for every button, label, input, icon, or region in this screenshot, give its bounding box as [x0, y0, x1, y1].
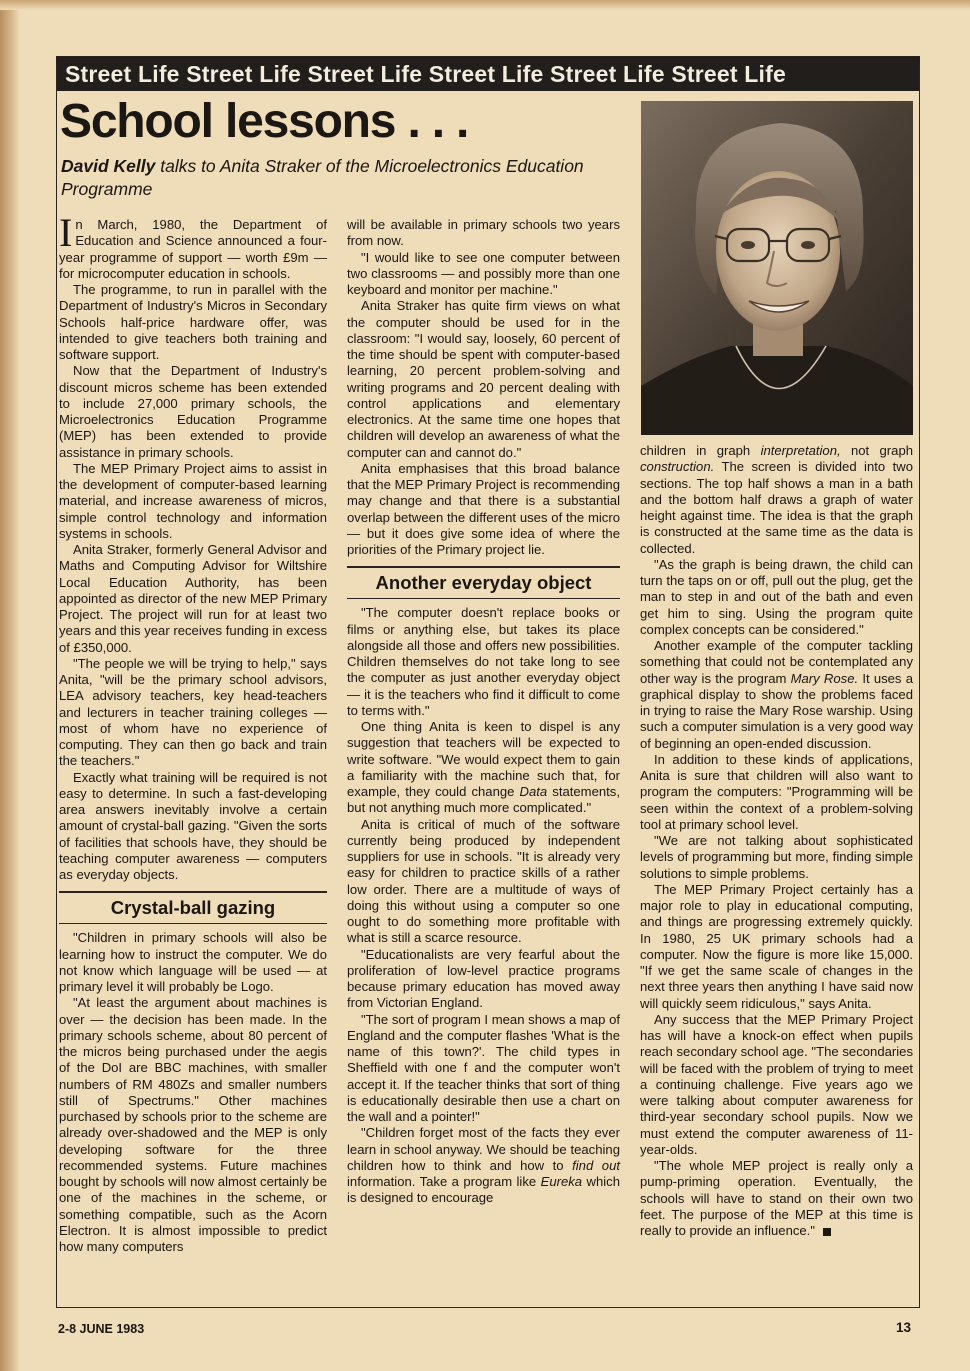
paragraph: Anita emphasises that this broad balance that the MEP Primary Project is recommending may change and that there is a substantial overlap between the different uses of the micro — but it does give some idea of where the priorities of the Primary project lie.	[347, 460, 620, 557]
paragraph: The MEP Primary Project certainly has a major role to play in educational computing, and things are progressing extremely quickly. In 1980, 25 UK primary schools had a computer. Now the figure is more like 15,000. "If we get the same scale of changes in the next three years then anything I have said now will quickly seem ridiculous," says Anita.	[640, 881, 913, 1011]
subhead-everyday-object: Another everyday object	[375, 571, 592, 593]
subhead-crystal-ball: Crystal-ball gazing	[110, 896, 276, 918]
page-top-edge	[0, 0, 970, 10]
article-frame	[56, 56, 920, 1308]
portrait-illustration	[641, 101, 913, 435]
headline: School lessons . . .	[60, 95, 469, 148]
paragraph: "The people we will be trying to help," says Anita, "will be the primary school advisors, LEA advisory teachers, key head-teachers and lecturers in teacher training colleges — most of whom have no experience of computing. They can then go back and train the teachers."	[59, 655, 327, 769]
subhead-block	[347, 566, 620, 599]
divider	[59, 891, 327, 893]
paragraph: Anita is critical of much of the software currently being produced by independent suppliers for use in schools. "It is already very easy for children to practice skills of a rather low order. There are a multitude of ways of doing this without using a computer so one ought to do something more profitable with what is still a scarce resource.	[347, 816, 620, 946]
paragraph: Anita Straker, formerly General Advisor and Maths and Computing Advisor for Wiltshire Local Education Authority, has been appointed as director of the new MEP Primary Project. The project will run for at least two years and this year receives funding in excess of £350,000.	[59, 542, 327, 655]
paragraph: "The computer doesn't replace books or films or anything else, but takes its place alongside all those and offers new possibilities. Children themselves do not take long to see the computer as just another everyday object — it is the teachers who find it difficult to come to terms with."	[347, 605, 620, 718]
issue-date: 2-8 JUNE 1983	[58, 1322, 145, 1336]
subhead-block	[59, 891, 327, 924]
page-number: 13	[896, 1320, 912, 1335]
paragraph: "The whole MEP project is really only a pump-priming operation. Eventually, the schools will have to stand on their own two feet. The purpose of the MEP at this time is really to provide an influence."	[640, 1158, 913, 1238]
paragraph: children in graph interpretation, not graph construction. The screen is divided into two sections. The top half shows a man in a bath and the bottom half draws a graph of water height against time. The idea is that the graph is constructed at the same time as the data is collected.	[640, 443, 914, 556]
paragraph: Anita Straker has quite firm views on what the computer should be used for in the classroom: "I would say, loosely, 60 percent of the time should be spent with computer-based learning, 20 percent problem-solving and writing programs and 20 percent dealing with control applications and elementary electronics. At the same time one hopes that children will develop an awareness of what the computer can and cannot do."	[347, 298, 620, 460]
paragraph: "We are not talking about sophisticated levels of programming but more, finding simple solutions to simple problems.	[640, 833, 913, 881]
paragraph: "I would like to see one computer between two classrooms — and possibly more than one keyboard and monitor per machine."	[347, 249, 620, 297]
paragraph: Any success that the MEP Primary Project has will have a knock-on effect when pupils reach secondary school age. "The secondaries will be faced with the problem of trying to meet a continuing challenge. Five years ago we were talking about computer awareness for third-year secondary school pupils. Now we must extend the computer awareness of 11-year-olds.	[640, 1011, 913, 1157]
paragraph: "At least the argument about machines is over — the decision has been made. In the primary schools scheme, about 80 percent of the micros being purchased under the aegis of the DoI are BBC machines, with smaller numbers of RM 480Zs and smaller numbers still of Spectrums." Other machines purchased by schools prior to the scheme are already over-shadowed and the MEP is only developing software for the three recommended systems. Future machines bought by schools will now almost certainly be one of the machines in the scheme, or something compatible, such as the Acorn Electron. It is almost impossible to predict how many computers	[59, 995, 327, 1254]
author-name: David Kelly	[61, 156, 156, 176]
paragraph: The programme, to run in parallel with the Department of Industry's Micros in Secondary Schools half-price hardware offer, was intended to give teachers both training and software support.	[59, 282, 327, 362]
paragraph: "Children in primary schools will also be learning how to instruct the computer. We do not know which language will be used — at primary level it will probably be Logo.	[59, 930, 327, 994]
page-binding-edge	[0, 0, 20, 1371]
paragraph: The MEP Primary Project aims to assist in the development of computer-based learning material, and increase awareness of micros, simple control technology and information systems in schools.	[59, 460, 327, 541]
article-column-3	[640, 443, 913, 1239]
paragraph: Another example of the computer tackling something that could not be contemplated any other way is the program Mary Rose. It uses a graphical display to show the problems faced in trying to raise the Mary Rose warship. Using such a computer simulation is a very good way of beginning an open-ended discussion.	[640, 638, 913, 751]
paragraph: Exactly what training will be required is not easy to determine. In such a fast-developing area answers inevitably involve a certain amount of crystal-ball gazing. "Given the sorts of facilities that schools have, they should be teaching computer awareness — computers as everyday objects.	[59, 769, 327, 882]
standfirst	[61, 155, 621, 201]
divider	[59, 923, 327, 925]
divider	[347, 598, 620, 600]
paragraph: "Educationalists are very fearful about the proliferation of low-level practice programs because primary education has moved away from Victorian England.	[347, 946, 620, 1011]
paragraph: In March, 1980, the Department of Education and Science announced a four-year programme of support — worth £9m — for microcomputer education in schools.	[59, 210, 327, 281]
article-column-1	[59, 210, 327, 1255]
paragraph: "Children forget most of the facts they ever learn in school anyway. We should be teaching children how to think and how to find out information. Take a program like Eureka which is designed to encourage	[347, 1125, 620, 1206]
paragraph: Now that the Department of Industry's discount micros scheme has been extended to include 27,000 primary schools, the Microelectronics Education Programme (MEP) has been extended to provide assistance in primary schools.	[59, 363, 327, 460]
end-mark-icon	[823, 1228, 831, 1236]
paragraph: will be available in primary schools two years from now.	[347, 217, 620, 249]
divider	[347, 566, 620, 568]
article-column-2	[347, 217, 620, 1207]
paragraph: "As the graph is being drawn, the child can turn the taps on or off, pull out the plug, get the man to step in and out of the bath and even get him to sing. Using the program quite complex concepts can be considered."	[640, 556, 913, 637]
section-banner: Street Life Street Life Street Life Street Life Street Life Street Life	[57, 57, 919, 91]
portrait-photo	[641, 101, 913, 435]
paragraph: "The sort of program I mean shows a map of England and the computer flashes 'What is the name of this town?'. The child types in Sheffield with one f and the computer won't accept it. If the teacher thinks that sort of thing is educationally desirable then use a chart on the wall and a pointer!"	[347, 1011, 620, 1124]
paragraph: In addition to these kinds of applications, Anita is sure that children will also want to program the computers: "Programming will be seen within the context of a problem-solving tool at primary school level.	[640, 751, 913, 832]
drop-cap: I	[59, 210, 73, 255]
standfirst-text: talks to Anita Straker of the Microelectronics Education Programme	[61, 156, 584, 199]
paragraph: One thing Anita is keen to dispel is any suggestion that teachers will be expected to write software. "We would expect them to gain a familiarity with the machine such that, for example, they could change Data statements, but not anything much more complicated."	[347, 719, 620, 816]
